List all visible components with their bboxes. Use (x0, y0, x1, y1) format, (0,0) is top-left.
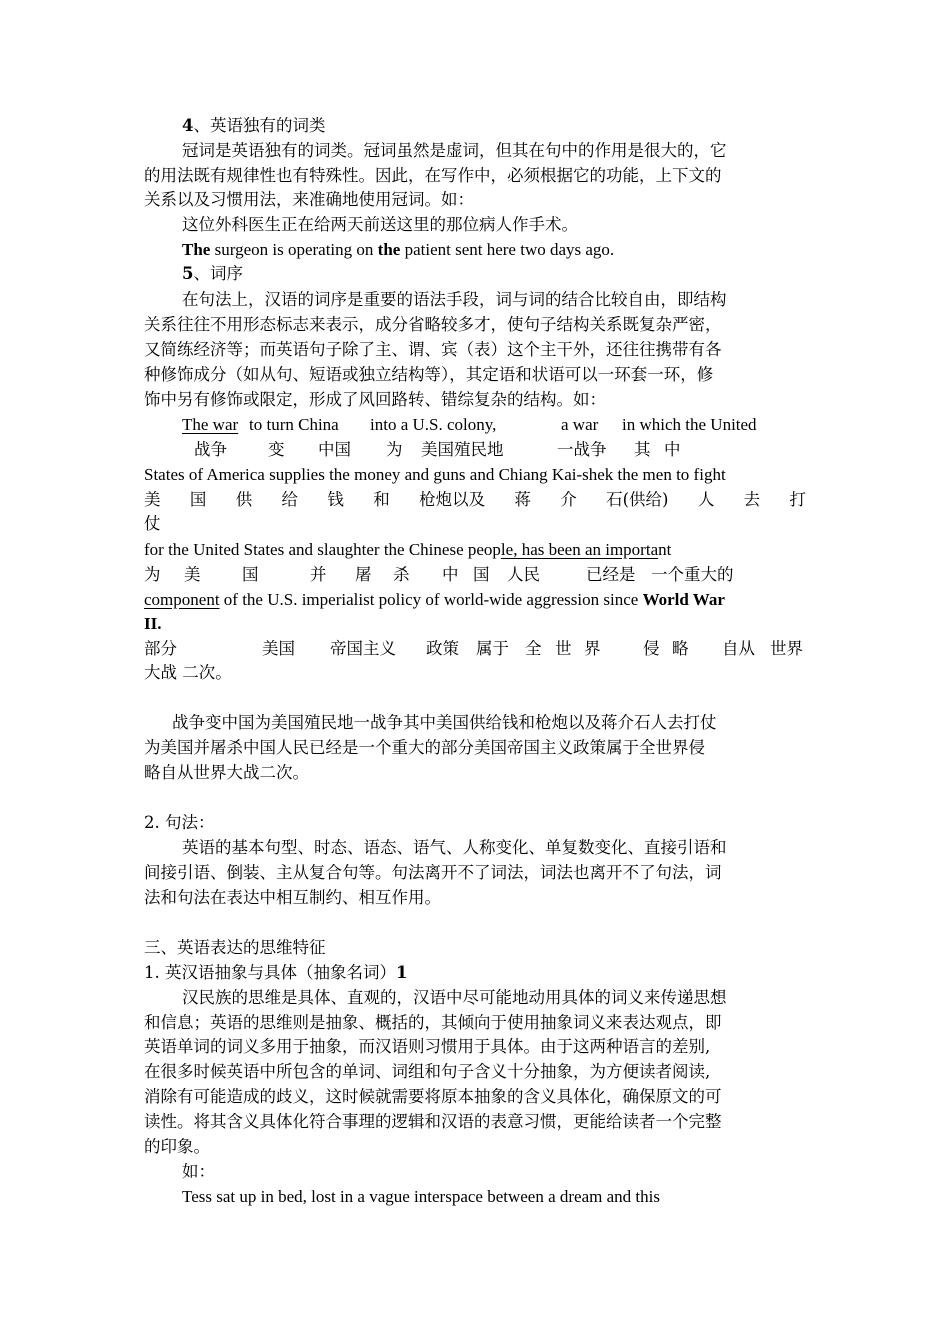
gloss-cn-word: 略 (672, 639, 689, 658)
syntax-heading: 2. 句法： (144, 813, 215, 832)
gloss-cn-word: 美国 (262, 639, 295, 658)
gloss-cn-word: 打 (789, 490, 806, 509)
section-4-heading: 4、英语独有的词类 (182, 116, 326, 135)
gloss-cn-word: 侵 (643, 639, 660, 658)
gloss-cn-word: 世 (555, 639, 572, 658)
paragraph-line: 饰中另有修饰或限定，形成了风回路转、错综复杂的结构。如： (144, 390, 606, 409)
paragraph-line: 的印象。 (144, 1137, 210, 1156)
translation-line: 战争变中国为美国殖民地一战争其中美国供给钱和枪炮以及蒋介石人去打仗 (172, 713, 717, 732)
gloss-cn-word: 屠 (355, 565, 372, 584)
gloss-en-line: for the United States and slaughter the Chinese people, has been an important (144, 540, 672, 559)
paragraph-line: 关系往往不用形态标志来表示，成分省略较多才，使句子结构关系既复杂严密， (144, 315, 722, 334)
gloss-cn-word: 为 (386, 440, 403, 459)
gloss-cn-word: 人 (697, 490, 715, 509)
gloss-en-word: a war (561, 415, 599, 434)
gloss-cn-word: 部分 (144, 639, 177, 658)
gloss-en-word: to turn China (249, 415, 339, 434)
gloss-en-line: States of America supplies the money and guns and Chiang Kai-shek the men to fight (144, 465, 726, 484)
gloss-cn-word: 并 (310, 565, 327, 584)
gloss-cn-word: 一战争 (557, 440, 607, 459)
gloss-cn-word: 为 (144, 565, 161, 584)
translation-line: 略自从世界大战二次。 (144, 763, 309, 782)
example-label: 如： (182, 1162, 215, 1181)
gloss-cn-line (144, 489, 806, 511)
gloss-cn-wrap: 仗 (144, 514, 161, 533)
example-chinese: 这位外科医生正在给两天前送这里的那位病人作手术。 (182, 215, 578, 234)
gloss-cn-word: 人民 (507, 565, 540, 584)
subsection-heading: 1. 英汉语抽象与具体（抽象名词）1 (144, 963, 408, 982)
paragraph-line: 冠词是英语独有的词类。冠词虽然是虚词，但其在句中的作用是很大的，它 (182, 141, 727, 160)
paragraph-line: 英语单词的词义多用于抽象，而汉语则习惯用于具体。由于这两种语言的差别, (144, 1037, 711, 1056)
gloss-cn-word: 给 (281, 490, 299, 509)
gloss-cn-word: 战争 (194, 440, 227, 459)
gloss-cn-word: 介 (560, 490, 577, 509)
gloss-cn-word: 已经是 (586, 565, 636, 584)
paragraph-line: 又简练经济等；而英语句子除了主、谓、宾（表）这个主干外，还往往携带有各 (144, 340, 722, 359)
gloss-cn-word: 一个重大的 (651, 565, 734, 584)
gloss-cn-word: 变 (268, 440, 285, 459)
gloss-cn-word: 全 (525, 639, 542, 658)
part-3-heading: 三、英语表达的思维特征 (144, 938, 326, 957)
paragraph-line: 法和句法在表达中相互制约、相互作用。 (144, 888, 441, 907)
gloss-cn-word: 国 (242, 565, 259, 584)
gloss-cn-word: 中 (664, 440, 681, 459)
gloss-cn-word: 蒋 (514, 490, 531, 509)
gloss-en-wrap: II. (144, 614, 162, 633)
gloss-cn-word: 中 (442, 565, 459, 584)
gloss-cn-word: 中国 (318, 440, 351, 459)
gloss-en-word: The war (182, 415, 239, 434)
paragraph-line: 种修饰成分（如从句、短语或独立结构等），其定语和状语可以一环套一环，修 (144, 365, 714, 384)
gloss-cn-word: 界 (584, 639, 601, 658)
gloss-en-word: into a U.S. colony, (370, 415, 497, 434)
example-english: The surgeon is operating on the patient sent here two days ago. (182, 240, 615, 259)
paragraph-line: 汉民族的思维是具体、直观的，汉语中尽可能地动用具体的词义来传递思想 (182, 988, 727, 1007)
paragraph-line: 和信息；英语的思维则是抽象、概括的，其倾向于使用抽象词义来表达观点，即 (144, 1013, 722, 1032)
paragraph-line: 的用法既有规律性也有特殊性。因此，在写作中，必须根据它的功能，上下文的 (144, 166, 722, 185)
gloss-cn-word: 钱 (327, 490, 344, 509)
gloss-cn-word: 美国殖民地 (421, 440, 504, 459)
gloss-cn-word: 美 (144, 490, 161, 509)
paragraph-line: 在句法上，汉语的词序是重要的语法手段，词与词的结合比较自由，即结构 (182, 290, 727, 309)
paragraph-line: 消除有可能造成的歧义，这时候就需要将原本抽象的含义具体化，确保原文的可 (144, 1087, 722, 1106)
paragraph-line: 在很多时候英语中所包含的单词、词组和句子含义十分抽象，为方便读者阅读, (144, 1062, 711, 1081)
gloss-cn-word: 和 (373, 490, 390, 509)
gloss-cn-word: 美 (184, 565, 201, 584)
paragraph-line: 间接引语、倒装、主从复合句等。句法离开不了词法，词法也离开不了句法，词 (144, 863, 722, 882)
example-english: Tess sat up in bed, lost in a vague interspace between a dream and this (182, 1187, 660, 1206)
gloss-cn-word: 供 (235, 490, 253, 509)
gloss-en-word: in which the United (622, 415, 757, 434)
gloss-cn-word: 石(供给) (606, 490, 669, 509)
gloss-cn-word: 国 (473, 565, 490, 584)
gloss-cn-word: 政策 (426, 639, 459, 658)
gloss-en-line: component of the U.S. imperialist policy of world-wide aggression since World War (144, 590, 725, 609)
paragraph-line: 关系以及习惯用法，来准确地使用冠词。如： (144, 190, 474, 209)
gloss-cn-word: 自从 (722, 639, 755, 658)
gloss-cn-word: 枪炮以及 (419, 490, 486, 509)
paragraph-line: 英语的基本句型、时态、语态、语气、人称变化、单复数变化、直接引语和 (182, 838, 727, 857)
gloss-cn-word: 其 (634, 440, 651, 459)
gloss-cn-word: 世界 (770, 639, 803, 658)
gloss-cn-word: 杀 (393, 565, 410, 584)
gloss-cn-wrap: 大战 二次。 (144, 663, 232, 682)
gloss-cn-word: 去 (743, 490, 761, 509)
section-5-heading: 5、词序 (182, 264, 243, 283)
gloss-cn-word: 国 (189, 490, 207, 509)
paragraph-line: 读性。将其含义具体化符合事理的逻辑和汉语的表意习惯，更能给读者一个完整 (144, 1112, 722, 1131)
gloss-cn-word: 属于 (476, 639, 509, 658)
translation-line: 为美国并屠杀中国人民已经是一个重大的部分美国帝国主义政策属于全世界侵 (144, 738, 705, 757)
gloss-cn-word: 帝国主义 (330, 639, 396, 658)
